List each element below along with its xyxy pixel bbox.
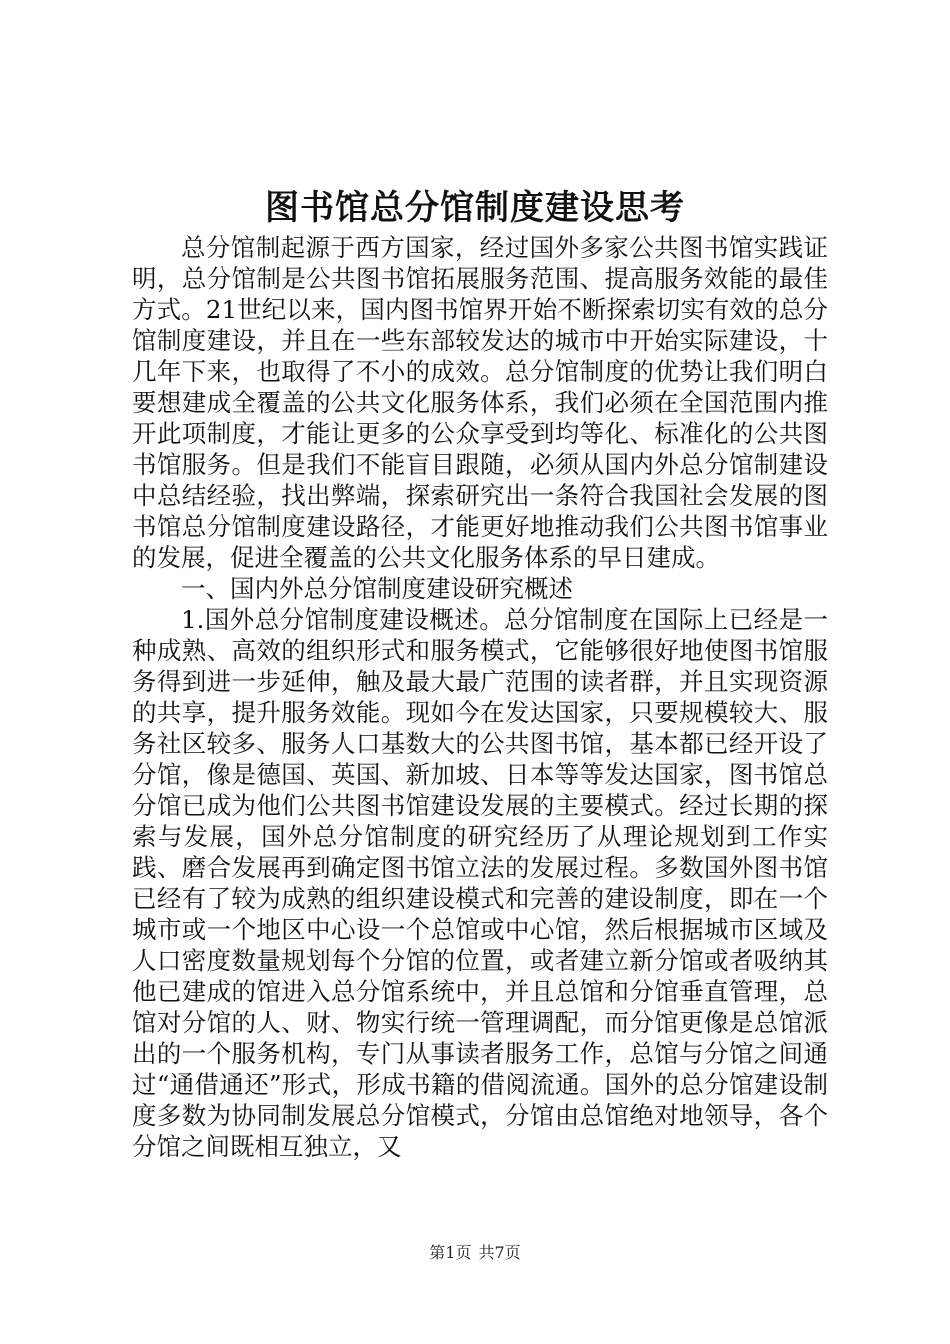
page-total: 共7页: [478, 1243, 521, 1262]
page-footer: [0, 1243, 950, 1263]
section-heading: 一、国内外总分馆制度建设研究概述: [181, 574, 573, 603]
intro-paragraph: 总分馆制起源于西方国家，经过国外多家公共图书馆实践证明，总分馆制是公共图书馆拓展服务范围、提高服务效能的最佳方式。21世纪以来，国内图书馆界开始不断探索切实有效的总分馆制度建设，并且在一些东部较发达的城市中开始实际建设，十几年下来，也取得了不小的成效。总分馆制度的优势让我们明白要想建成全覆盖的公共文化服务体系，我们必须在全国范围内推开此项制度，才能让更多的公众享受到均等化、标准化的公共图书馆服务。但是我们不能盲目跟随，必须从国内外总分馆制建设中总结经验，找出弊端，探索研究出一条符合我国社会发展的图书馆总分馆制度建设路径，才能更好地推动我们公共图书馆事业的发展，促进全覆盖的公共文化服务体系的早日建成。: [132, 233, 828, 572]
document-title: 图书馆总分馆制度建设思考: [265, 188, 685, 228]
page-number: 第1页: [429, 1243, 472, 1262]
body-paragraph: 1.国外总分馆制度建设概述。总分馆制度在国际上已经是一种成熟、高效的组织形式和服务模式，它能够很好地使图书馆服务得到进一步延伸，触及最大最广范围的读者群，并且实现资源的共享，提升服务效能。现如今在发达国家，只要规模较大、服务社区较多、服务人口基数大的公共图书馆，基本都已经开设了分馆，像是德国、英国、新加坡、日本等等发达国家，图书馆总分馆已成为他们公共图书馆建设发展的主要模式。经过长期的探索与发展，国外总分馆制度的研究经历了从理论规划到工作实践、磨合发展再到确定图书馆立法的发展过程。多数国外图书馆已经有了较为成熟的组织建设模式和完善的建设制度，即在一个城市或一个地区中心设一个总馆或中心馆，然后根据城市区域及人口密度数量规划每个分馆的位置，或者建立新分馆或者吸纳其他已建成的馆进入总分馆系统中，并且总馆和分馆垂直管理，总馆对分馆的人、财、物实行统一管理调配，而分馆更像是总馆派出的一个服务机构，专门从事读者服务工作，总馆与分馆之间通过“通借通还”形式，形成书籍的借阅流通。国外的总分馆建设制度多数为协同制发展总分馆模式，分馆由总馆绝对地领导，各个分馆之间既相互独立，又: [132, 605, 828, 1161]
document-body: [132, 232, 828, 1162]
